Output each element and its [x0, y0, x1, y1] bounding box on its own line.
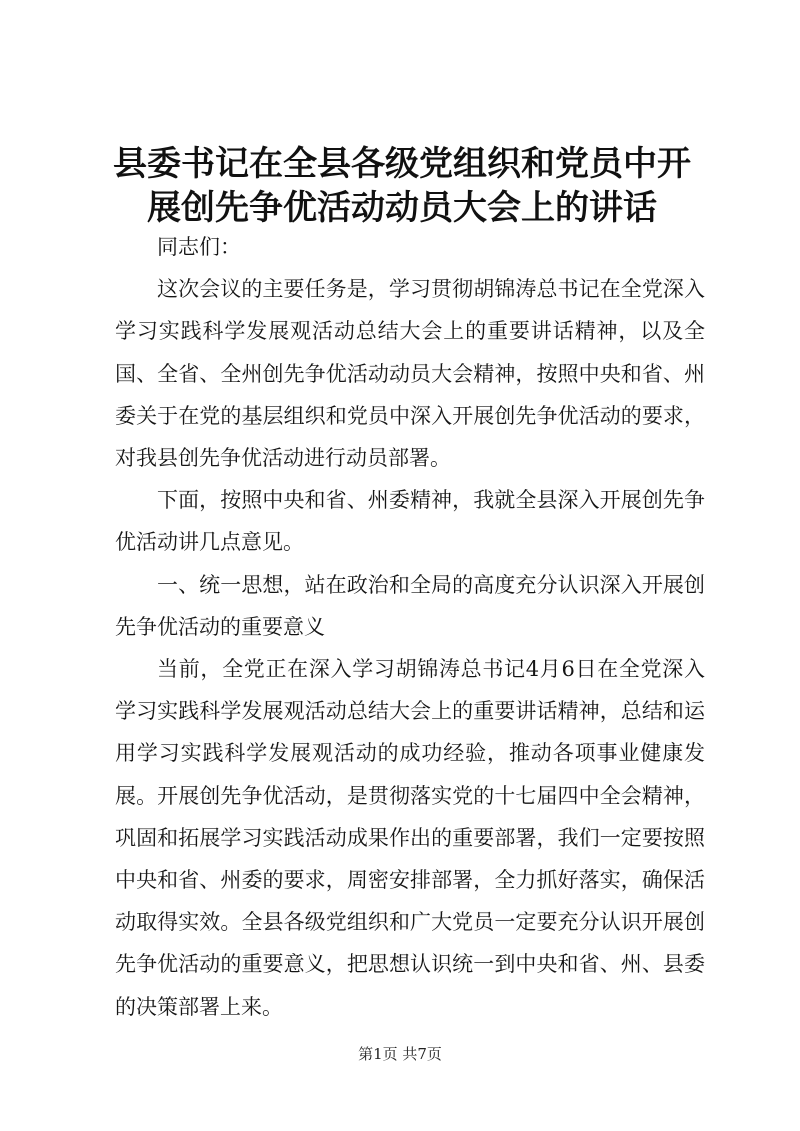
- document-title: 县委书记在全县各级党组织和党员中开展创先争优活动动员大会上的讲话: [113, 144, 691, 228]
- page-number-footer: 第1页 共7页: [358, 1045, 442, 1063]
- paragraph-outline: 下面，按照中央和省、州委精神，我就全县深入开展创先争优活动讲几点意见。: [115, 488, 705, 555]
- section-heading-1: 一、统一思想，站在政治和全局的高度充分认识深入开展创先争优活动的重要意义: [115, 572, 705, 639]
- salutation: 同志们：: [157, 235, 241, 259]
- paragraph-intro: 这次会议的主要任务是，学习贯彻胡锦涛总书记在全党深入学习实践科学发展观活动总结大会上的重要讲话精神，以及全国、全省、全州创先争优活动动员大会精神，按照中央和省、州委关于在党的基层组织和党员中深入开展创先争优活动的要求，对我县创先争优活动进行动员部署。: [115, 277, 705, 471]
- document-body: [115, 226, 705, 1028]
- paragraph-section-1: 当前，全党正在深入学习胡锦涛总书记4月6日在全党深入学习实践科学发展观活动总结大会上的重要讲话精神，总结和运用学习实践科学发展观活动的成功经验，推动各项事业健康发展。开展创先争优活动，是贯彻落实党的十七届四中全会精神，巩固和拓展学习实践活动成果作出的重要部署，我们一定要按照中央和省、州委的要求，周密安排部署，全力抓好落实，确保活动取得实效。全县各级党组织和广大党员一定要充分认识开展创先争优活动的重要意义，把思想认识统一到中央和省、州、县委的决策部署上来。: [115, 657, 705, 1019]
